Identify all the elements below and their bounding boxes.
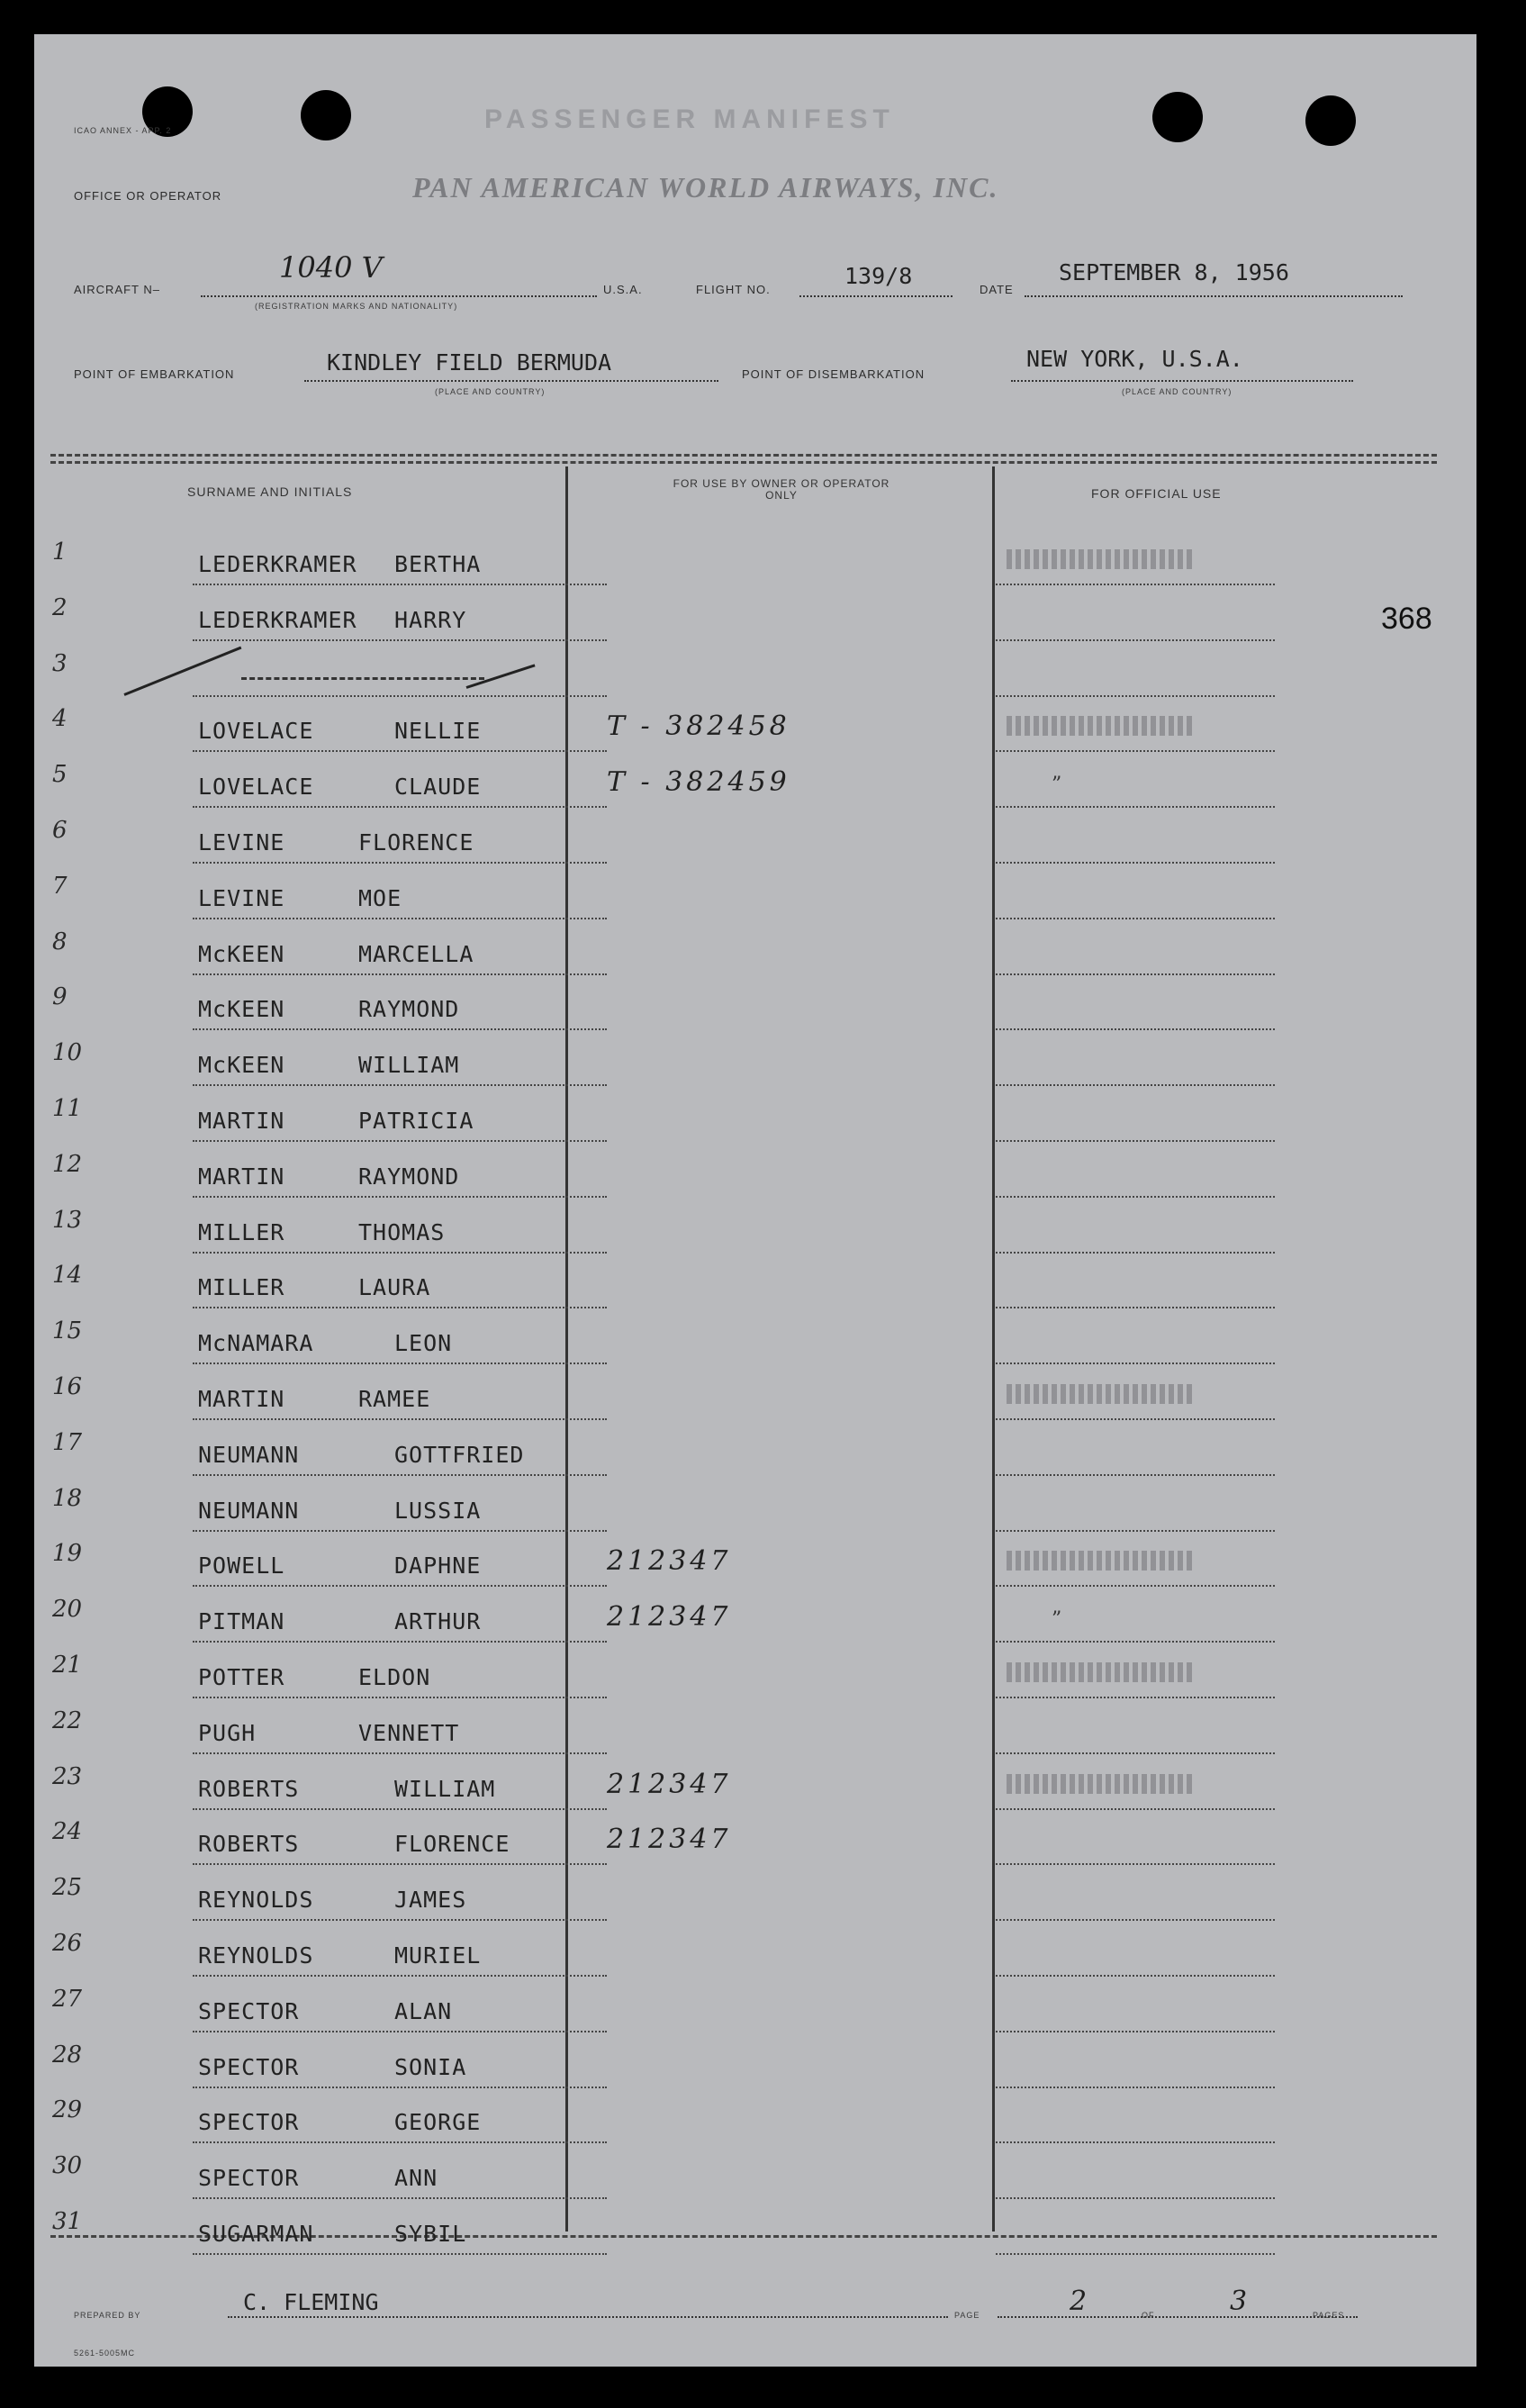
- row-underline: [193, 1196, 607, 1198]
- registration-note: (REGISTRATION MARKS AND NATIONALITY): [255, 302, 458, 311]
- row-underline: [193, 2197, 607, 2199]
- row-number: 16: [52, 1373, 83, 1400]
- passenger-given-name: LAURA: [358, 1274, 431, 1301]
- passenger-given-name: GOTTFRIED: [394, 1441, 525, 1468]
- table-top-rule-2: [50, 461, 1437, 464]
- row-underline: [193, 1975, 607, 1977]
- of-value: 3: [1230, 2286, 1248, 2317]
- form-code: 5261-5005MC: [74, 2349, 136, 2358]
- form-title: PASSENGER MANIFEST: [484, 104, 895, 134]
- flight-label: FLIGHT NO.: [696, 283, 771, 296]
- row-underline: [193, 973, 607, 975]
- row-underline: [193, 1863, 607, 1865]
- official-underline: [996, 1140, 1275, 1142]
- official-underline: [996, 695, 1275, 697]
- passenger-surname: LEDERKRAMER: [198, 551, 357, 577]
- row-number: 9: [52, 983, 68, 1011]
- official-underline: [996, 639, 1275, 641]
- official-underline: [996, 973, 1275, 975]
- passenger-surname: MARTIN: [198, 1163, 285, 1190]
- official-underline: [996, 918, 1275, 919]
- row-number: 2: [52, 593, 68, 621]
- row-number: 29: [52, 2096, 83, 2124]
- passenger-surname: NEUMANN: [198, 1497, 300, 1524]
- row-number: 30: [52, 2152, 83, 2180]
- row-number: 6: [52, 817, 68, 844]
- row-underline: [193, 1808, 607, 1810]
- official-underline: [996, 1418, 1275, 1420]
- table-row: [34, 1095, 1476, 1151]
- aircraft-value: 1040 V: [279, 250, 383, 285]
- row-underline: [193, 1641, 607, 1643]
- official-underline: [996, 1307, 1275, 1308]
- passenger-surname: REYNOLDS: [198, 1887, 314, 1914]
- passenger-given-name: LEON: [394, 1330, 453, 1357]
- row-underline: [193, 2031, 607, 2032]
- passenger-given-name: THOMAS: [358, 1218, 446, 1245]
- disembarkation-line: [1011, 380, 1353, 382]
- row-underline: [193, 1140, 607, 1142]
- passenger-surname: ROBERTS: [198, 1831, 300, 1858]
- passenger-given-name: JAMES: [394, 1887, 467, 1914]
- passenger-surname: McKEEN: [198, 940, 285, 967]
- row-underline: [193, 2087, 607, 2088]
- row-number: 11: [52, 1095, 83, 1122]
- passenger-given-name: SONIA: [394, 2053, 467, 2080]
- office-label: OFFICE OR OPERATOR: [74, 189, 222, 203]
- passenger-given-name: DAPHNE: [394, 1553, 482, 1580]
- passenger-given-name: ANN: [394, 2165, 438, 2192]
- usa-label: U.S.A.: [603, 283, 643, 296]
- passenger-given-name: WILLIAM: [394, 1775, 496, 1802]
- passenger-given-name: ARTHUR: [394, 1608, 482, 1635]
- passenger-given-name: MOE: [358, 884, 402, 911]
- ticket-number: 212347: [607, 1545, 732, 1578]
- official-underline: [996, 1919, 1275, 1921]
- passenger-surname: REYNOLDS: [198, 1942, 314, 1969]
- passenger-given-name: WILLIAM: [358, 1052, 460, 1079]
- passenger-surname: McKEEN: [198, 1052, 285, 1079]
- official-underline: [996, 584, 1275, 585]
- punch-hole: [301, 90, 351, 140]
- passenger-surname: MARTIN: [198, 1108, 285, 1134]
- page-label: PAGE: [954, 2311, 980, 2320]
- table-row: [34, 1707, 1476, 1763]
- page-line: [998, 2316, 1358, 2318]
- passenger-given-name: MURIEL: [394, 1942, 482, 1969]
- ticket-number: 212347: [607, 1601, 732, 1634]
- passenger-surname: SPECTOR: [198, 1997, 300, 2024]
- official-underline: [996, 2253, 1275, 2255]
- row-underline: [193, 2141, 607, 2143]
- passenger-surname: SUGARMAN: [198, 2221, 314, 2247]
- passenger-given-name: VENNETT: [358, 1719, 460, 1746]
- table-row: [34, 1262, 1476, 1317]
- passenger-surname: SPECTOR: [198, 2165, 300, 2192]
- row-underline: [193, 1752, 607, 1754]
- row-underline: [193, 750, 607, 752]
- table-row: [34, 2208, 1476, 2264]
- official-underline: [996, 1252, 1275, 1254]
- passenger-given-name: SYBIL: [394, 2221, 467, 2247]
- row-underline: [193, 1530, 607, 1532]
- row-number: 17: [52, 1428, 83, 1456]
- passenger-surname: PUGH: [198, 1719, 257, 1746]
- disembarkation-note: (PLACE AND COUNTRY): [1122, 387, 1233, 396]
- passenger-surname: LOVELACE: [198, 718, 314, 745]
- surname-column-header: SURNAME AND INITIALS: [187, 484, 353, 499]
- row-underline: [193, 2253, 607, 2255]
- row-number: 20: [52, 1596, 83, 1624]
- table-row: [34, 2041, 1476, 2097]
- passenger-surname: LEVINE: [198, 884, 285, 911]
- punch-hole: [1152, 92, 1203, 142]
- prepared-label: PREPARED BY: [74, 2311, 141, 2320]
- ticket-number: T - 382458: [607, 711, 790, 743]
- official-underline: [996, 1808, 1275, 1810]
- passenger-given-name: RAMEE: [358, 1386, 431, 1412]
- row-underline: [193, 1585, 607, 1587]
- official-underline: [996, 1196, 1275, 1198]
- operator-name: PAN AMERICAN WORLD AIRWAYS, INC.: [412, 171, 999, 204]
- row-underline: [193, 918, 607, 919]
- prepared-line: [228, 2316, 948, 2318]
- row-underline: [193, 1307, 607, 1308]
- row-number: 23: [52, 1762, 83, 1790]
- official-stamp: [1007, 716, 1196, 736]
- passenger-surname: MARTIN: [198, 1386, 285, 1412]
- passenger-given-name: FLORENCE: [394, 1831, 510, 1858]
- passenger-given-name: RAYMOND: [358, 1163, 460, 1190]
- passenger-surname: ROBERTS: [198, 1775, 300, 1802]
- punch-hole: [1305, 95, 1356, 146]
- table-row: [34, 1652, 1476, 1707]
- passenger-surname: SPECTOR: [198, 2109, 300, 2136]
- official-stamp: [1007, 1774, 1196, 1794]
- row-underline: [193, 1418, 607, 1420]
- passenger-surname: McNAMARA: [198, 1330, 314, 1357]
- passenger-surname: LEDERKRAMER: [198, 606, 357, 633]
- row-underline: [193, 639, 607, 641]
- flight-line: [799, 295, 953, 297]
- official-underline: [996, 862, 1275, 864]
- row-underline: [193, 695, 607, 697]
- official-stamp: [1007, 1384, 1196, 1404]
- row-number: 7: [52, 872, 68, 900]
- passenger-surname: NEUMANN: [198, 1441, 300, 1468]
- date-label: DATE: [980, 283, 1014, 296]
- table-row: [34, 1986, 1476, 2041]
- passenger-given-name: CLAUDE: [394, 774, 482, 801]
- passenger-surname: PITMAN: [198, 1608, 285, 1635]
- table-row: [34, 1207, 1476, 1263]
- table-row: [34, 1039, 1476, 1095]
- embarkation-value: KINDLEY FIELD BERMUDA: [327, 349, 612, 376]
- table-row: [34, 2096, 1476, 2152]
- official-underline: [996, 1474, 1275, 1476]
- table-row: [34, 1373, 1476, 1429]
- row-number: 13: [52, 1206, 83, 1234]
- margin-page-number: 368: [1381, 602, 1432, 636]
- official-underline: [996, 1084, 1275, 1086]
- row-underline: [193, 1697, 607, 1698]
- table-row: [34, 1151, 1476, 1207]
- row-number: 12: [52, 1150, 83, 1178]
- row-number: 15: [52, 1317, 83, 1345]
- row-number: 19: [52, 1540, 83, 1568]
- official-underline: [996, 1585, 1275, 1587]
- official-stamp: [1007, 1662, 1196, 1682]
- official-underline: [996, 1362, 1275, 1364]
- official-stamp: [1007, 1551, 1196, 1571]
- manifest-sheet: [34, 34, 1476, 2367]
- row-underline: [193, 806, 607, 808]
- row-number: 3: [52, 649, 68, 677]
- table-row: [34, 1818, 1476, 1874]
- table-row: [34, 1596, 1476, 1652]
- disembarkation-value: NEW YORK, U.S.A.: [1026, 346, 1243, 372]
- passenger-surname: MILLER: [198, 1274, 285, 1301]
- table-row: [34, 1874, 1476, 1930]
- ticket-number: 212347: [607, 1824, 732, 1856]
- passenger-given-name: BERTHA: [394, 551, 482, 577]
- struck-entry: [241, 677, 484, 680]
- flight-value: 139/8: [844, 263, 913, 289]
- ditto-mark: ”: [1052, 774, 1062, 797]
- official-underline: [996, 2031, 1275, 2032]
- passenger-surname: POWELL: [198, 1553, 285, 1580]
- page-value: 2: [1070, 2286, 1088, 2317]
- official-underline: [996, 750, 1275, 752]
- table-row: [34, 1485, 1476, 1541]
- table-row: [34, 539, 1476, 594]
- row-number: 26: [52, 1930, 83, 1957]
- passenger-given-name: FLORENCE: [358, 829, 474, 855]
- passenger-surname: MILLER: [198, 1218, 285, 1245]
- table-row: [34, 1540, 1476, 1596]
- row-number: 25: [52, 1874, 83, 1902]
- passenger-surname: LOVELACE: [198, 774, 314, 801]
- row-underline: [193, 584, 607, 585]
- table-row: [34, 650, 1476, 706]
- passenger-given-name: HARRY: [394, 606, 467, 633]
- row-number: 27: [52, 1985, 83, 2013]
- ditto-mark: ”: [1052, 1608, 1062, 1632]
- official-underline: [996, 2087, 1275, 2088]
- table-row: [34, 2152, 1476, 2208]
- passenger-given-name: ALAN: [394, 1997, 453, 2024]
- row-number: 4: [52, 705, 68, 733]
- row-underline: [193, 1474, 607, 1476]
- ticket-number: T - 382459: [607, 766, 790, 799]
- table-row: [34, 873, 1476, 928]
- ticket-number: 212347: [607, 1768, 732, 1800]
- row-number: 1: [52, 539, 68, 566]
- passenger-given-name: MARCELLA: [358, 940, 474, 967]
- row-number: 21: [52, 1652, 83, 1679]
- date-line: [1025, 295, 1403, 297]
- official-underline: [996, 1863, 1275, 1865]
- passenger-given-name: PATRICIA: [358, 1108, 474, 1134]
- official-underline: [996, 1028, 1275, 1030]
- row-number: 18: [52, 1484, 83, 1512]
- table-row: [34, 1429, 1476, 1485]
- row-number: 14: [52, 1262, 83, 1290]
- pages-label: PAGES: [1313, 2311, 1345, 2320]
- disembarkation-label: POINT OF DISEMBARKATION: [742, 367, 926, 381]
- strike-mark: [123, 646, 241, 695]
- official-underline: [996, 2141, 1275, 2143]
- aircraft-label: AIRCRAFT N–: [74, 283, 160, 296]
- aircraft-line: [201, 295, 597, 297]
- official-underline: [996, 1530, 1275, 1532]
- official-underline: [996, 1641, 1275, 1643]
- table-row: [34, 817, 1476, 873]
- owner-column-header: FOR USE BY OWNER OR OPERATOR ONLY: [673, 477, 890, 502]
- table-row: [34, 1930, 1476, 1986]
- row-number: 24: [52, 1818, 83, 1846]
- passenger-given-name: GEORGE: [394, 2109, 482, 2136]
- table-top-rule: [50, 454, 1437, 457]
- passenger-surname: POTTER: [198, 1664, 285, 1690]
- official-column-header: FOR OFFICIAL USE: [1091, 486, 1222, 501]
- table-row: [34, 1317, 1476, 1373]
- table-row: [34, 705, 1476, 761]
- passenger-surname: McKEEN: [198, 996, 285, 1023]
- official-underline: [996, 2197, 1275, 2199]
- table-row: [34, 761, 1476, 817]
- prepared-value: C. FLEMING: [243, 2289, 379, 2315]
- row-underline: [193, 1084, 607, 1086]
- passenger-given-name: RAYMOND: [358, 996, 460, 1023]
- embarkation-note: (PLACE AND COUNTRY): [435, 387, 546, 396]
- row-underline: [193, 862, 607, 864]
- official-underline: [996, 806, 1275, 808]
- official-underline: [996, 1752, 1275, 1754]
- passenger-given-name: ELDON: [358, 1664, 431, 1690]
- row-number: 22: [52, 1706, 83, 1734]
- official-stamp: [1007, 549, 1196, 569]
- passenger-given-name: NELLIE: [394, 718, 482, 745]
- embarkation-line: [304, 380, 718, 382]
- table-row: [34, 983, 1476, 1039]
- row-number: 28: [52, 2041, 83, 2069]
- row-number: 10: [52, 1039, 83, 1067]
- form-reference: ICAO ANNEX - APP. 2: [74, 126, 172, 135]
- passenger-surname: SPECTOR: [198, 2053, 300, 2080]
- table-row: [34, 928, 1476, 984]
- passenger-surname: LEVINE: [198, 829, 285, 855]
- row-number: 8: [52, 928, 68, 955]
- row-number: 5: [52, 761, 68, 789]
- row-underline: [193, 1362, 607, 1364]
- of-label: OF: [1142, 2311, 1155, 2320]
- row-underline: [193, 1919, 607, 1921]
- row-underline: [193, 1028, 607, 1030]
- official-underline: [996, 1697, 1275, 1698]
- embarkation-label: POINT OF EMBARKATION: [74, 367, 235, 381]
- table-row: [34, 1763, 1476, 1819]
- row-underline: [193, 1252, 607, 1254]
- row-number: 31: [52, 2208, 83, 2235]
- official-underline: [996, 1975, 1275, 1977]
- passenger-given-name: LUSSIA: [394, 1497, 482, 1524]
- date-value: SEPTEMBER 8, 1956: [1059, 259, 1289, 285]
- table-row: [34, 594, 1476, 650]
